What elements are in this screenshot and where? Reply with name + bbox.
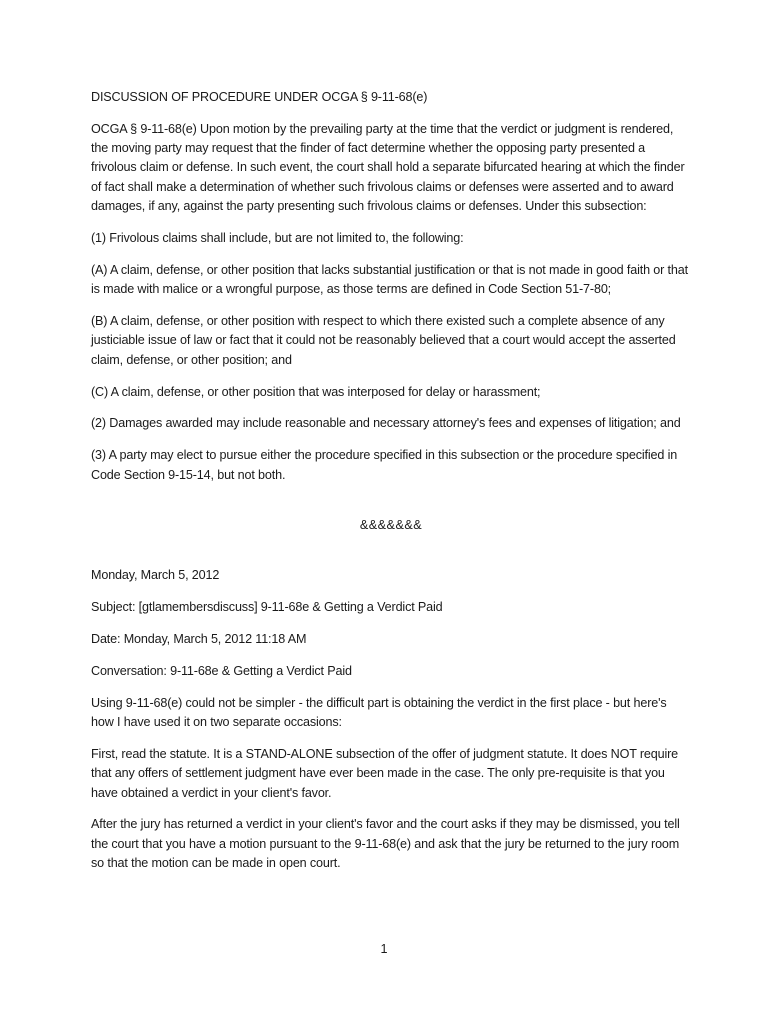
body-paragraph-2: First, read the statute. It is a STAND-ALONE subsection of the offer of judgment statute. It does NOT require that any offers of settlement judgment have ever been made in the case. The only pre-requisite is that you have obtained a verdict in your client's favor. [91,746,679,800]
clause-2-paragraph: (2) Damages awarded may include reasonable and necessary attorney's fees and expenses of litigation; and [91,416,681,431]
email-conversation: Conversation: 9-11-68e & Getting a Verdict Paid [91,663,352,678]
email-datetime: Date: Monday, March 5, 2012 11:18 AM [91,631,307,646]
clause-3-paragraph: (3) A party may elect to pursue either the procedure specified in this subsection or the procedure specified in Code Section 9-15-14, but not both. [91,448,678,482]
page-number: 1 [380,942,388,956]
body-paragraph-1: Using 9-11-68(e) could not be simpler - the difficult part is obtaining the verdict in the first place - but here's how I have used it on two separate occasions: [91,695,667,730]
email-date: Monday, March 5, 2012 [91,568,220,583]
document-body [91,88,691,886]
body-paragraph-3: After the jury has returned a verdict in your client's favor and the court asks if they may be dismissed, you tell the court that you have a motion pursuant to the 9-11-68(e) and ask that the jury be returned to the jury room so that the motion can be made in open court. [91,817,680,871]
clause-b-paragraph: (B) A claim, defense, or other position with respect to which there existed such a complete absence of any justiciable issue of law or fact that it could not be reasonably believed that a court would accept the asserted claim, defense, or other position; and [91,314,676,367]
clause-a-paragraph: (A) A claim, defense, or other position that lacks substantial justification or that is not made in good faith or that is made with malice or a wrongful purpose, as those terms are defined in Code Section 51-7-80; [91,262,688,297]
clause-c-paragraph: (C) A claim, defense, or other position that was interposed for delay or harassment; [91,384,541,399]
clause-1-paragraph: (1) Frivolous claims shall include, but are not limited to, the following: [91,230,464,245]
email-subject: Subject: [gtlamembersdiscuss] 9-11-68e & Getting a Verdict Paid [91,600,443,615]
section-separator: &&&&&&& [359,517,423,532]
document-heading: DISCUSSION OF PROCEDURE UNDER OCGA § 9-11-68(e) [91,90,428,104]
statute-intro-paragraph: OCGA § 9-11-68(e) Upon motion by the prevailing party at the time that the verdict or judgment is rendered, the moving party may request that the finder of fact determine whether the opposing party presented a frivolous claim or defense. In such event, the court shall hold a separate bifurcated hearing at which the finder of fact shall make a determination of whether such frivolous claims or defenses were asserted and to award damages, if any, against the party presenting such frivolous claims or defenses. Under this subsection: [91,121,685,214]
